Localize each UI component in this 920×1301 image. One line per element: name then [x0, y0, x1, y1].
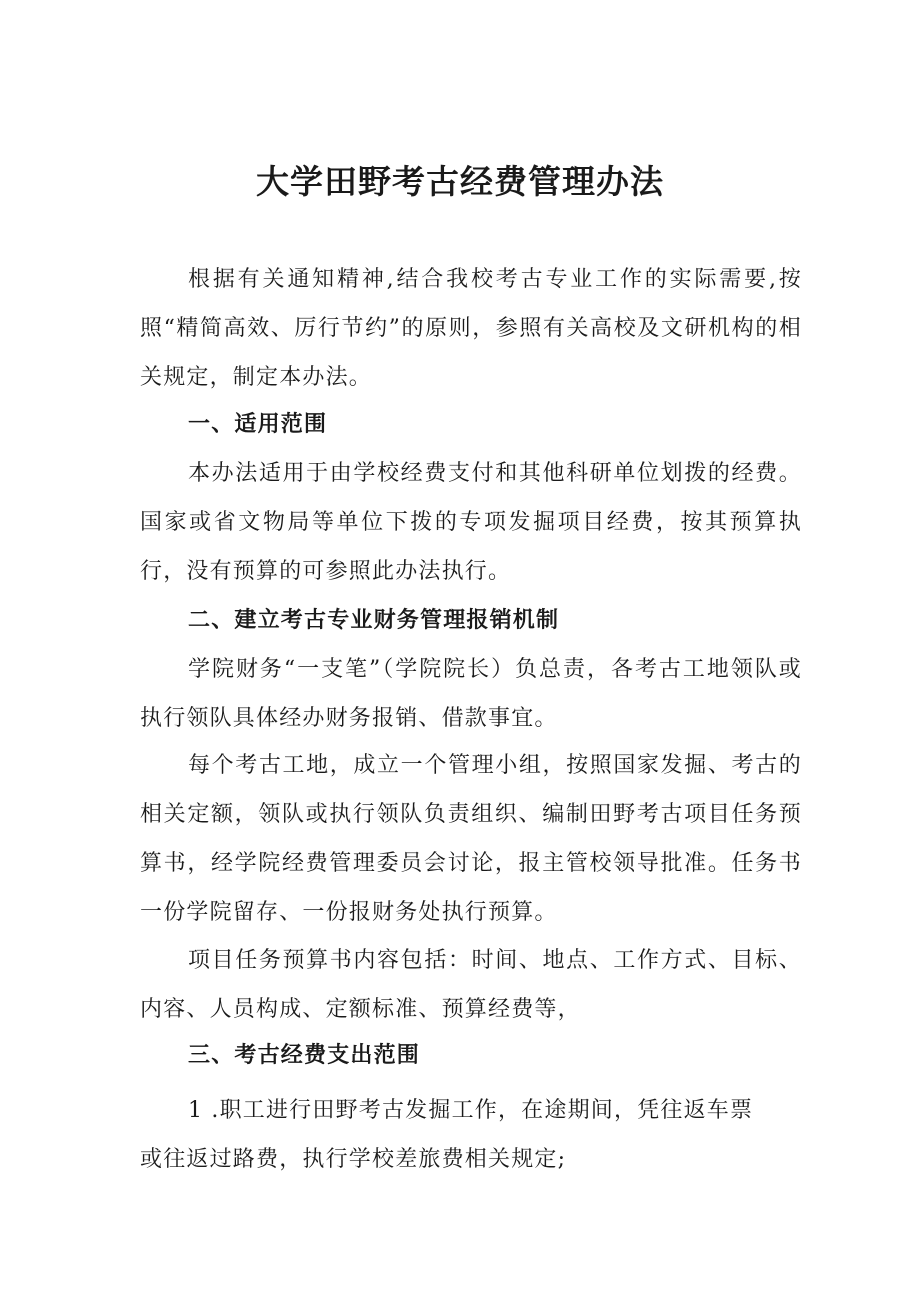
section-heading-scope: 一、适用范围	[188, 412, 328, 437]
section-heading-expenditure: 三、考古经费支出范围	[188, 1043, 421, 1068]
mechanism-paragraph-3: 项目任务预算书内容包括：时间、地点、工作方式、目标、内容、人员构成、定额标准、预算经费等，	[140, 948, 802, 1022]
expenditure-item-1-line-1: 1 .职工进行田野考古发掘工作，在途期间，凭往返车票	[188, 1098, 754, 1123]
document-title: 大学田野考古经费管理办法	[256, 162, 664, 201]
intro-paragraph: 根据有关通知精神,结合我校考古专业工作的实际需要,按照“精简高效、厉行节约”的原则，参照有关高校及文研机构的相关规定，制定本办法。	[140, 267, 802, 390]
expenditure-item-1-line-2: 或往返过路费，执行学校差旅费相关规定;	[140, 1147, 567, 1172]
mechanism-paragraph-1: 学院财务“一支笔”（学院院长）负总责，各考古工地领队或执行领队具体经办财务报销、借款事宜。	[140, 657, 802, 731]
scope-paragraph: 本办法适用于由学校经费支付和其他科研单位划拨的经费。国家或省文物局等单位下拨的专项发掘项目经费，按其预算执行，没有预算的可参照此办法执行。	[140, 461, 802, 584]
section-heading-mechanism: 二、建立考古专业财务管理报销机制	[188, 608, 560, 633]
mechanism-paragraph-2: 每个考古工地，成立一个管理小组，按照国家发掘、考古的相关定额，领队或执行领队负责组织、编制田野考古项目任务预算书，经学院经费管理委员会讨论，报主管校领导批准。任务书一份学院留存、一份报财务处执行预算。	[140, 753, 802, 925]
